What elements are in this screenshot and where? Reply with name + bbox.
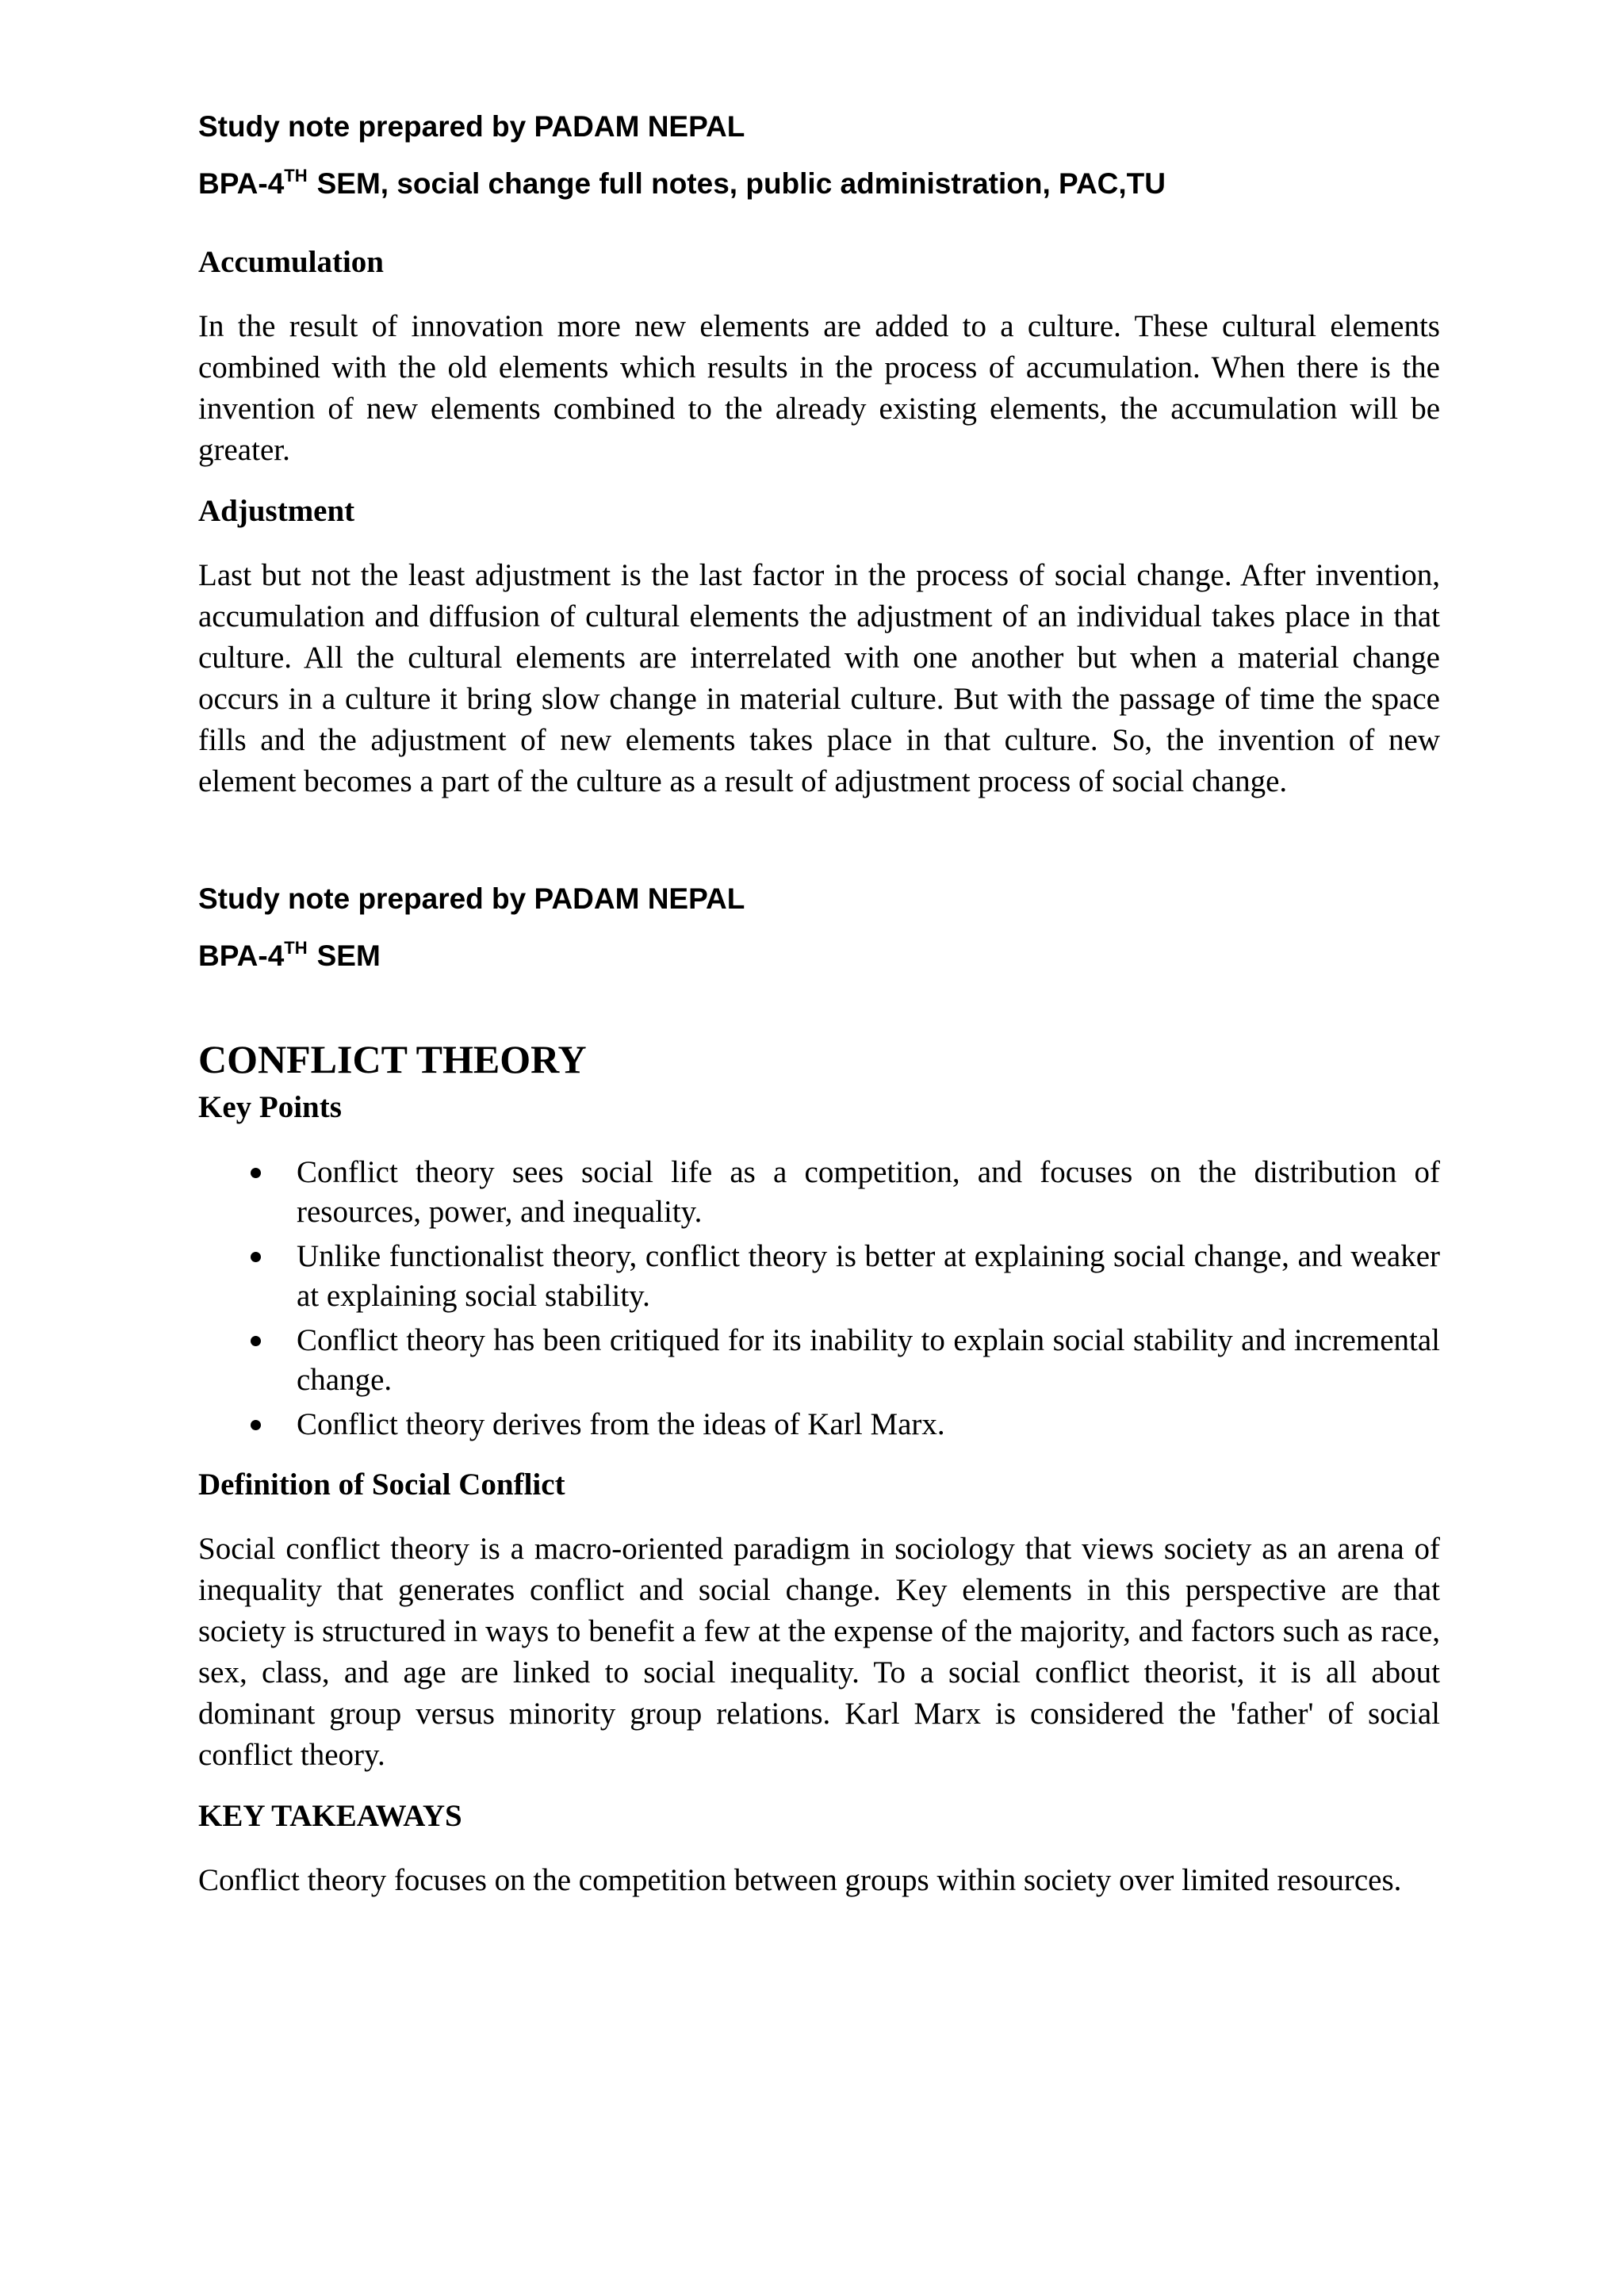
key-takeaways-heading: KEY TAKEAWAYS (198, 1799, 462, 1833)
author-note: Study note prepared by PADAM NEPAL (198, 110, 745, 143)
definition-heading: Definition of Social Conflict (198, 1468, 565, 1502)
bullet-icon (251, 1252, 261, 1262)
bullet-icon (251, 1336, 261, 1346)
course-suffix-2: SEM (316, 939, 381, 972)
key-points-list (198, 1153, 1440, 1445)
key-point-text: Conflict theory has been critiqued for its inability to explain social stability and incremental change. (297, 1323, 1440, 1397)
key-point-text: Unlike functionalist theory, conflict theory is better at explaining social change, and weaker at explaining social stability. (297, 1239, 1440, 1313)
accumulation-heading: Accumulation (198, 245, 384, 279)
list-item (198, 1153, 1440, 1232)
key-takeaways-paragraph: Conflict theory focuses on the competition between groups within society over limited resources. (198, 1863, 1402, 1897)
accumulation-paragraph: In the result of innovation more new elements are added to a culture. These cultural elements combined with the old elements which results in the process of accumulation. When there is the invention of new elements combined to the already existing elements, the accumulation will be greater. (198, 309, 1440, 467)
author-note-2: Study note prepared by PADAM NEPAL (198, 882, 745, 915)
course-suffix: SEM, social change full notes, public administration, PAC,TU (316, 167, 1166, 200)
course-line (198, 165, 1440, 203)
course-prefix-2: BPA-4 (198, 939, 285, 972)
list-item (198, 1321, 1440, 1400)
bullet-icon (251, 1420, 261, 1430)
list-item (198, 1405, 1440, 1445)
course-prefix: BPA-4 (198, 167, 285, 200)
adjustment-paragraph: Last but not the least adjustment is the last factor in the process of social change. After invention, accumulation and diffusion of cultural elements the adjustment of an individual takes place in that culture. All the cultural elements are interrelated with one another but when a material change occurs in a culture it bring slow change in material culture. But with the passage of time the space fills and the adjustment of new elements takes place in that culture. So, the invention of new element becomes a part of the culture as a result of adjustment process of social change. (198, 558, 1440, 798)
course-superscript: TH (284, 166, 308, 186)
list-item (198, 1237, 1440, 1316)
key-point-text: Conflict theory sees social life as a competition, and focuses on the distribution of resources, power, and inequality. (297, 1155, 1440, 1229)
course-line-2 (198, 937, 1440, 975)
conflict-theory-title: CONFLICT THEORY (198, 1037, 587, 1081)
key-points-heading: Key Points (198, 1090, 342, 1124)
key-point-text: Conflict theory derives from the ideas of Karl Marx. (297, 1407, 945, 1441)
bullet-icon (251, 1168, 261, 1178)
definition-paragraph: Social conflict theory is a macro-oriented paradigm in sociology that views society as an arena of inequality that generates conflict and social change. Key elements in this perspective are that society is structured in ways to benefit a few at the expense of the majority, and factors such as race, sex, class, and age are linked to social inequality. To a social conflict theorist, it is all about dominant group versus minority group relations. Karl Marx is considered the 'father' of social conflict theory. (198, 1532, 1440, 1772)
course-superscript-2: TH (284, 938, 308, 958)
adjustment-heading: Adjustment (198, 494, 355, 528)
